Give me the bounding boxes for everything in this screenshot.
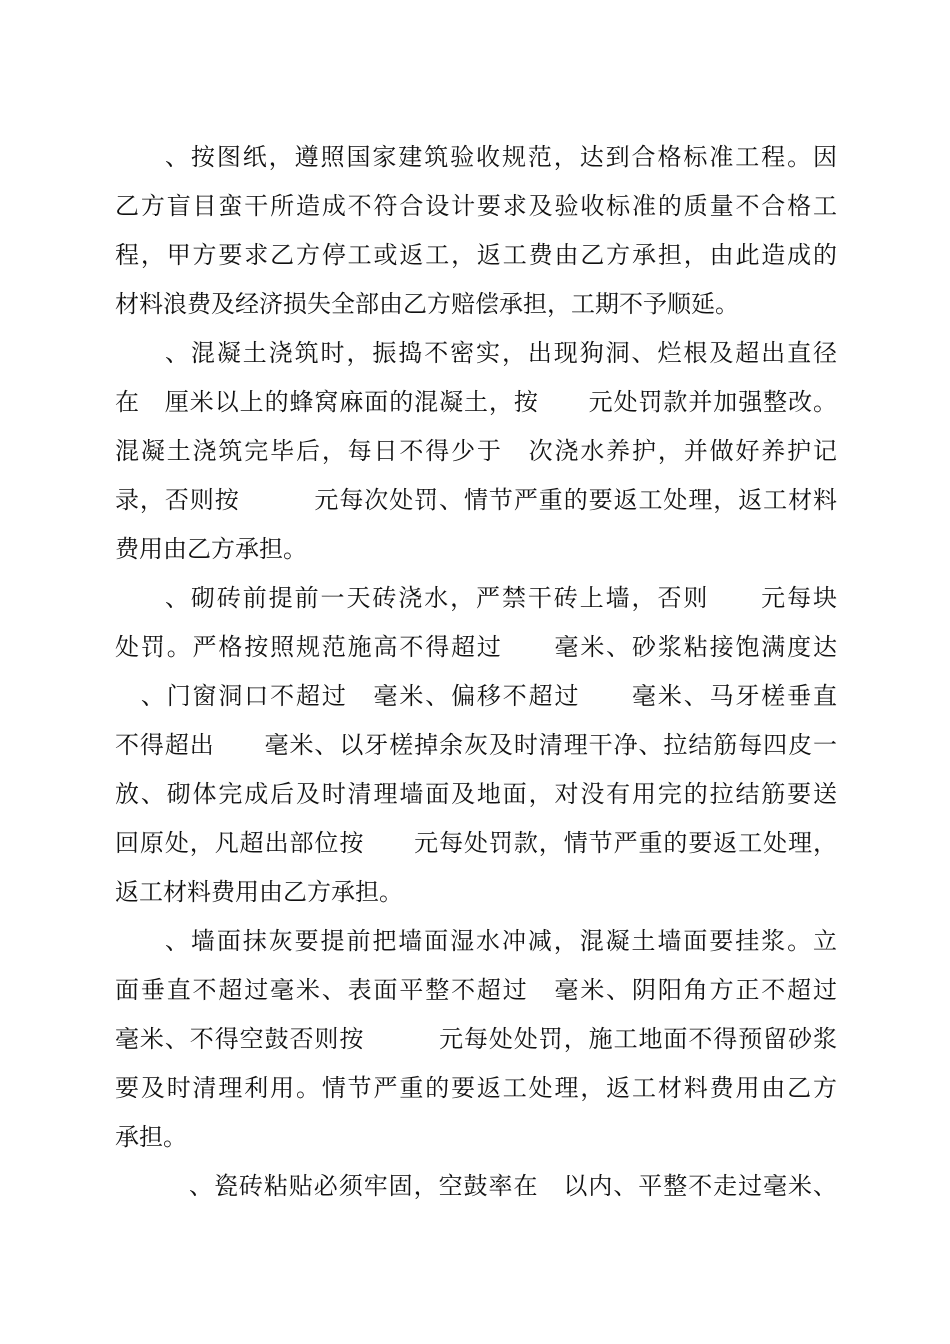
text-line: 、混凝土浇筑时，振捣不密实，出现狗洞、烂根及超出直径 bbox=[165, 339, 837, 367]
text-line: 混凝土浇筑完毕后，每日不得少于 次浇水养护，并做好养护记 bbox=[115, 437, 837, 465]
text-line: 乙方盲目蛮干所造成不符合设计要求及验收标准的质量不合格工 bbox=[115, 192, 837, 220]
text-line: 、按图纸，遵照国家建筑验收规范，达到合格标准工程。因 bbox=[165, 143, 837, 171]
text-line: 回原处，凡超出部位按 元每处罚款，情节严重的要返工处理， bbox=[115, 829, 837, 857]
text-line: 返工材料费用由乙方承担。 bbox=[115, 878, 403, 906]
text-line: 、墙面抹灰要提前把墙面湿水冲减，混凝土墙面要挂浆。立 bbox=[165, 927, 837, 955]
text-line: 承担。 bbox=[115, 1123, 187, 1151]
text-line: 要及时清理利用。情节严重的要返工处理，返工材料费用由乙方 bbox=[115, 1074, 837, 1102]
text-line: 费用由乙方承担。 bbox=[115, 535, 307, 563]
text-line: 、砌砖前提前一天砖浇水，严禁干砖上墙，否则 元每块 bbox=[165, 584, 837, 612]
text-line: 程，甲方要求乙方停工或返工，返工费由乙方承担，由此造成的 bbox=[115, 241, 837, 269]
text-line: 面垂直不超过毫米、表面平整不超过 毫米、阴阳角方正不超过 bbox=[115, 976, 837, 1004]
text-line: 材料浪费及经济损失全部由乙方赔偿承担，工期不予顺延。 bbox=[115, 290, 739, 318]
text-line: 放、砌体完成后及时清理墙面及地面，对没有用完的拉结筋要送 bbox=[115, 780, 837, 808]
text-line: 、门窗洞口不超过 毫米、偏移不超过 毫米、马牙槎垂直 bbox=[115, 682, 837, 710]
text-line: 录，否则按 元每次处罚、情节严重的要返工处理，返工材料 bbox=[115, 486, 837, 514]
text-line: 在 厘米以上的蜂窝麻面的混凝土，按 元处罚款并加强整改。 bbox=[115, 388, 837, 416]
text-line: 、瓷砖粘贴必须牢固，空鼓率在 以内、平整不走过毫米、 bbox=[189, 1172, 837, 1200]
text-line: 不得超出 毫米、以牙槎掉余灰及时清理干净、拉结筋每四皮一 bbox=[115, 731, 837, 759]
text-line: 毫米、不得空鼓否则按 元每处处罚，施工地面不得预留砂浆 bbox=[115, 1025, 837, 1053]
text-line: 处罚。严格按照规范施高不得超过 毫米、砂浆粘接饱满度达 bbox=[115, 633, 837, 661]
